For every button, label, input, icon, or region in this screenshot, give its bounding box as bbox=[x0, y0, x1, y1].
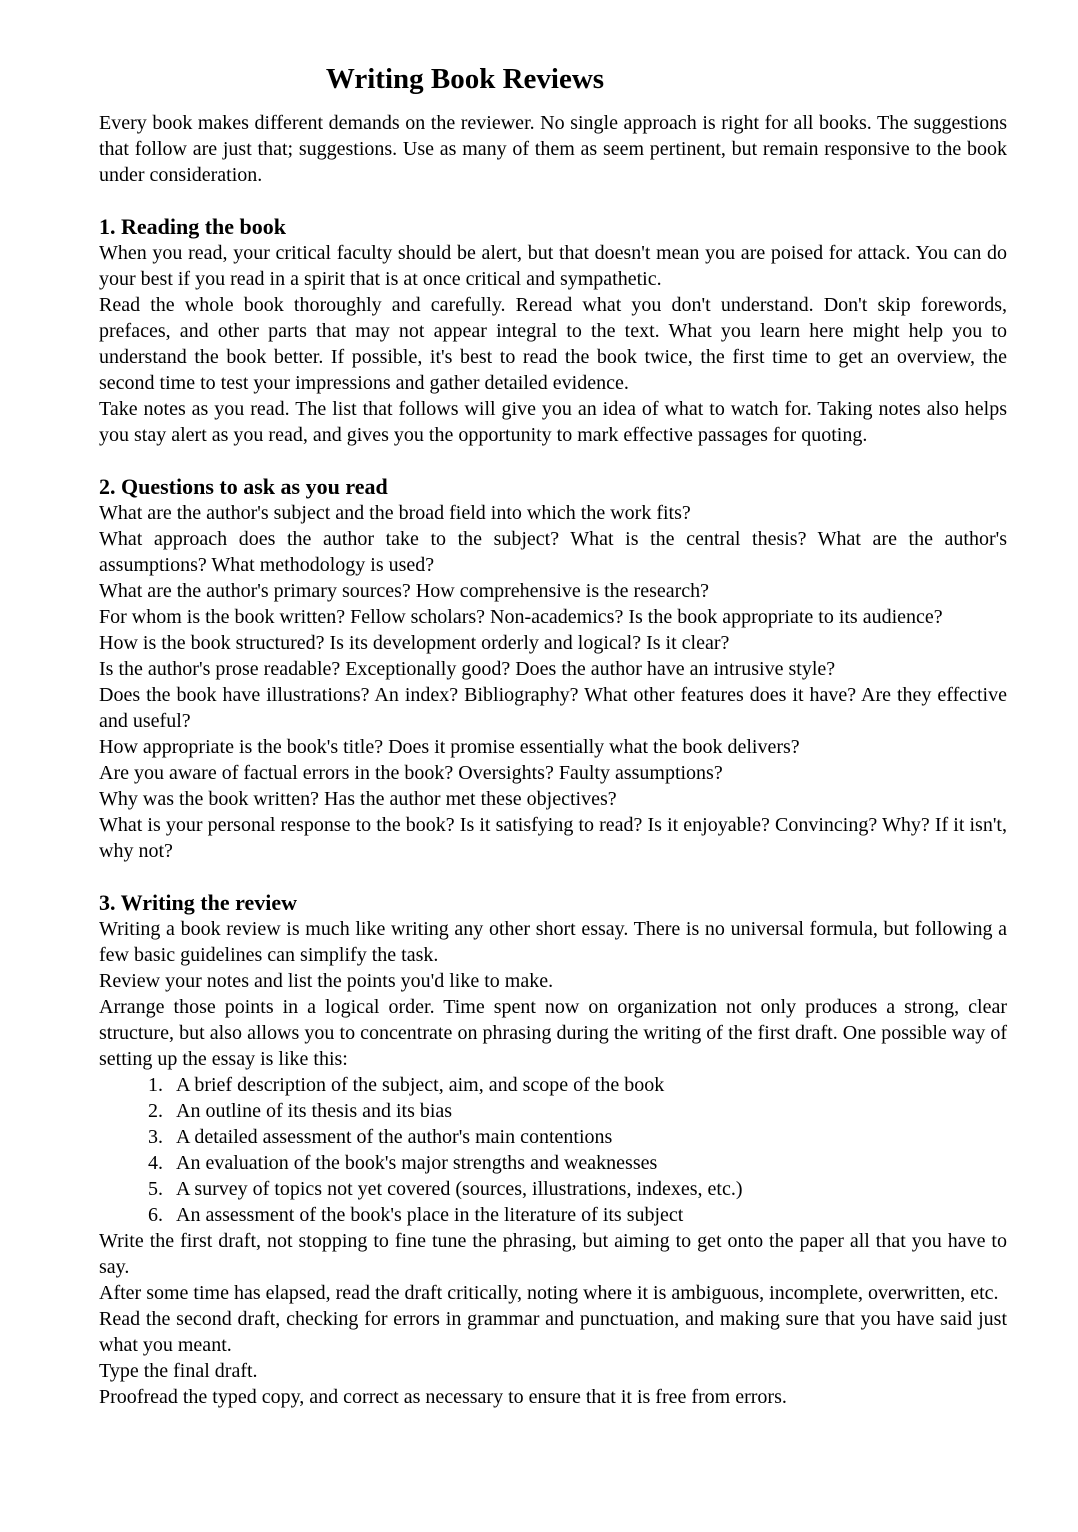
list-item: 3. A detailed assessment of the author's main contentions bbox=[168, 1124, 1007, 1150]
paragraph: Review your notes and list the points you'd like to make. bbox=[99, 970, 554, 992]
paragraph: Writing a book review is much like writing any other short essay. There is no universal formula, but following a few basic guidelines can simplify the task. bbox=[99, 918, 1007, 966]
paragraph: What are the author's primary sources? How comprehensive is the research? bbox=[99, 580, 710, 602]
paragraph: What is your personal response to the book? Is it satisfying to read? Is it enjoyable? Convincing? Why? If it isn't, why not? bbox=[99, 814, 1007, 862]
page-title: Writing Book Reviews bbox=[325, 63, 605, 95]
paragraph: Does the book have illustrations? An index? Bibliography? What other features does it have? Are they effective and useful? bbox=[99, 684, 1007, 732]
paragraph: After some time has elapsed, read the draft critically, noting where it is ambiguous, incomplete, overwritten, etc. bbox=[99, 1282, 999, 1304]
section-heading: 3. Writing the review bbox=[99, 890, 297, 915]
paragraph: Proofread the typed copy, and correct as necessary to ensure that it is free from errors. bbox=[99, 1386, 787, 1408]
paragraph: For whom is the book written? Fellow scholars? Non-academics? Is the book appropriate to its audience? bbox=[99, 606, 943, 628]
list-item: 6. An assessment of the book's place in the literature of its subject bbox=[168, 1202, 1007, 1228]
paragraph: What approach does the author take to the subject? What is the central thesis? What are the author's assumptions? What methodology is used? bbox=[99, 528, 1007, 576]
intro-paragraph: Every book makes different demands on the reviewer. No single approach is right for all books. The suggestions that follow are just that; suggestions. Use as many of them as seem pertinent, but remain responsive to the book under consideration. bbox=[99, 112, 1007, 186]
paragraph: When you read, your critical faculty should be alert, but that doesn't mean you are poised for attack. You can do your best if you read in a spirit that is at once critical and sympathetic. bbox=[99, 242, 1007, 290]
paragraph: Are you aware of factual errors in the book? Oversights? Faulty assumptions? bbox=[99, 762, 723, 784]
paragraph: Why was the book written? Has the author met these objectives? bbox=[99, 788, 617, 810]
section-heading: 2. Questions to ask as you read bbox=[99, 474, 388, 499]
paragraph: Arrange those points in a logical order. Time spent now on organization not only produces a strong, clear structure, but also allows you to concentrate on phrasing during the writing of the first draft. One possible way of setting up the essay is like this: bbox=[99, 996, 1007, 1070]
paragraph: Write the first draft, not stopping to fine tune the phrasing, but aiming to get onto the paper all that you have to say. bbox=[99, 1230, 1007, 1278]
list-item: 5. A survey of topics not yet covered (sources, illustrations, indexes, etc.) bbox=[168, 1176, 1007, 1202]
section-questions-to-ask bbox=[99, 474, 1007, 864]
paragraph: Is the author's prose readable? Exceptionally good? Does the author have an intrusive style? bbox=[99, 658, 836, 680]
list-item: 1. A brief description of the subject, aim, and scope of the book bbox=[168, 1072, 1007, 1098]
paragraph: Take notes as you read. The list that follows will give you an idea of what to watch for. Taking notes also helps you stay alert as you read, and gives you the opportunity to mark effective passages for quoting. bbox=[99, 398, 1007, 446]
paragraph: Type the final draft. bbox=[99, 1360, 258, 1382]
numbered-list bbox=[99, 1072, 1007, 1228]
list-item: 2. An outline of its thesis and its bias bbox=[168, 1098, 1007, 1124]
paragraph: Read the whole book thoroughly and carefully. Reread what you don't understand. Don't skip forewords, prefaces, and other parts that may not appear integral to the text. What you learn here might help you to understand the book better. If possible, it's best to read the book twice, the first time to get an overview, the second time to test your impressions and gather detailed evidence. bbox=[99, 294, 1007, 394]
paragraph: Read the second draft, checking for errors in grammar and punctuation, and making sure that you have said just what you meant. bbox=[99, 1308, 1007, 1356]
section-writing-the-review bbox=[99, 890, 1007, 1410]
list-item: 4. An evaluation of the book's major strengths and weaknesses bbox=[168, 1150, 1007, 1176]
section-reading-the-book bbox=[99, 214, 1007, 448]
section-heading: 1. Reading the book bbox=[99, 214, 287, 239]
paragraph: What are the author's subject and the broad field into which the work fits? bbox=[99, 502, 691, 524]
paragraph: How is the book structured? Is its development orderly and logical? Is it clear? bbox=[99, 632, 730, 654]
paragraph: How appropriate is the book's title? Does it promise essentially what the book delivers? bbox=[99, 736, 800, 758]
